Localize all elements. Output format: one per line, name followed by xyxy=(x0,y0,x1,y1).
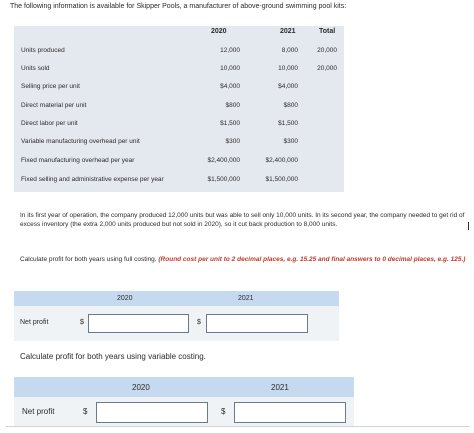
net-profit-label: Net profit xyxy=(20,319,49,326)
row-label: Variable manufacturing overhead per unit xyxy=(21,138,140,145)
value-2020: 10,000 xyxy=(220,65,240,72)
value-2020: $1,500 xyxy=(220,120,240,127)
value-2021: $1,500 xyxy=(278,120,298,127)
net-profit-2021-input[interactable] xyxy=(234,402,346,423)
value-total: 20,000 xyxy=(317,65,337,72)
value-2020: 12,000 xyxy=(220,47,240,54)
header-total: Total xyxy=(319,28,336,35)
header-2021: 2021 xyxy=(280,28,296,35)
row-label: Direct labor per unit xyxy=(21,120,78,127)
currency-2021: $ xyxy=(197,319,201,326)
data-table-row xyxy=(14,79,344,96)
instruction-text: Calculate profit for both years using full costing. xyxy=(20,256,157,263)
data-table-row xyxy=(14,43,344,60)
row-label: Selling price per unit xyxy=(21,83,80,90)
data-table-row xyxy=(14,98,344,115)
value-2020: $1,500,000 xyxy=(207,176,240,183)
value-2020: $2,400,000 xyxy=(207,157,240,164)
data-table-row xyxy=(14,61,344,78)
col-2021: 2021 xyxy=(238,295,254,302)
value-2021: $300 xyxy=(283,138,298,145)
data-table xyxy=(14,26,344,192)
full-costing-answer-table xyxy=(14,291,339,341)
currency-2021: $ xyxy=(221,407,226,416)
answer-table-header xyxy=(14,377,354,397)
answer-row xyxy=(14,306,339,341)
currency-2020: $ xyxy=(80,319,84,326)
scenario-paragraph: In its first year of operation, the company produced 12,000 units but was able to sell only 10,000 units. In its second year, the company needed to get rid of excess inventory (the extra 2,000 units produced but not sold in 2020), so it cut back production to 8,000 units. xyxy=(20,212,465,228)
data-table-row xyxy=(14,116,344,133)
value-total: 20,000 xyxy=(317,47,337,54)
value-2020: $4,000 xyxy=(220,83,240,90)
currency-2020: $ xyxy=(83,407,88,416)
value-2021: $4,000 xyxy=(278,83,298,90)
value-2021: 8,000 xyxy=(281,47,298,54)
net-profit-2020-input[interactable] xyxy=(88,314,189,333)
net-profit-2020-input[interactable] xyxy=(96,402,208,423)
full-costing-instruction xyxy=(20,255,468,264)
row-label: Fixed selling and administrative expense per year xyxy=(21,176,164,183)
row-label: Units sold xyxy=(21,65,50,72)
net-profit-2021-input[interactable] xyxy=(206,314,308,333)
value-2020: $800 xyxy=(225,102,240,109)
col-2020: 2020 xyxy=(132,383,150,392)
row-label: Direct material per unit xyxy=(21,102,87,109)
row-label: Units produced xyxy=(21,47,65,54)
data-table-row xyxy=(14,172,344,189)
net-profit-label: Net profit xyxy=(22,407,55,416)
value-2021: 10,000 xyxy=(278,65,298,72)
value-2021: $2,400,000 xyxy=(265,157,298,164)
answer-table-header xyxy=(14,291,339,306)
intro-text: The following information is available for Skipper Pools, a manufacturer of above-ground swimming pool kits: xyxy=(10,3,347,10)
answer-row xyxy=(14,397,354,427)
data-table-row xyxy=(14,134,344,151)
value-2021: $1,500,000 xyxy=(265,176,298,183)
col-2021: 2021 xyxy=(271,383,289,392)
variable-costing-instruction: Calculate profit for both years using variable costing. xyxy=(20,352,206,361)
data-table-row xyxy=(14,153,344,170)
rounding-hint: (Round cost per unit to 2 decimal places, e.g. 15.25 and final answers to 0 decimal places, e.g. 125.) xyxy=(158,256,466,263)
header-2020: 2020 xyxy=(211,28,227,35)
value-2021: $800 xyxy=(283,102,298,109)
col-2020: 2020 xyxy=(117,295,133,302)
value-2020: $300 xyxy=(225,138,240,145)
row-label: Fixed manufacturing overhead per year xyxy=(21,157,135,164)
divider xyxy=(6,426,470,427)
variable-costing-answer-table xyxy=(14,377,354,427)
text-cursor xyxy=(468,222,469,230)
